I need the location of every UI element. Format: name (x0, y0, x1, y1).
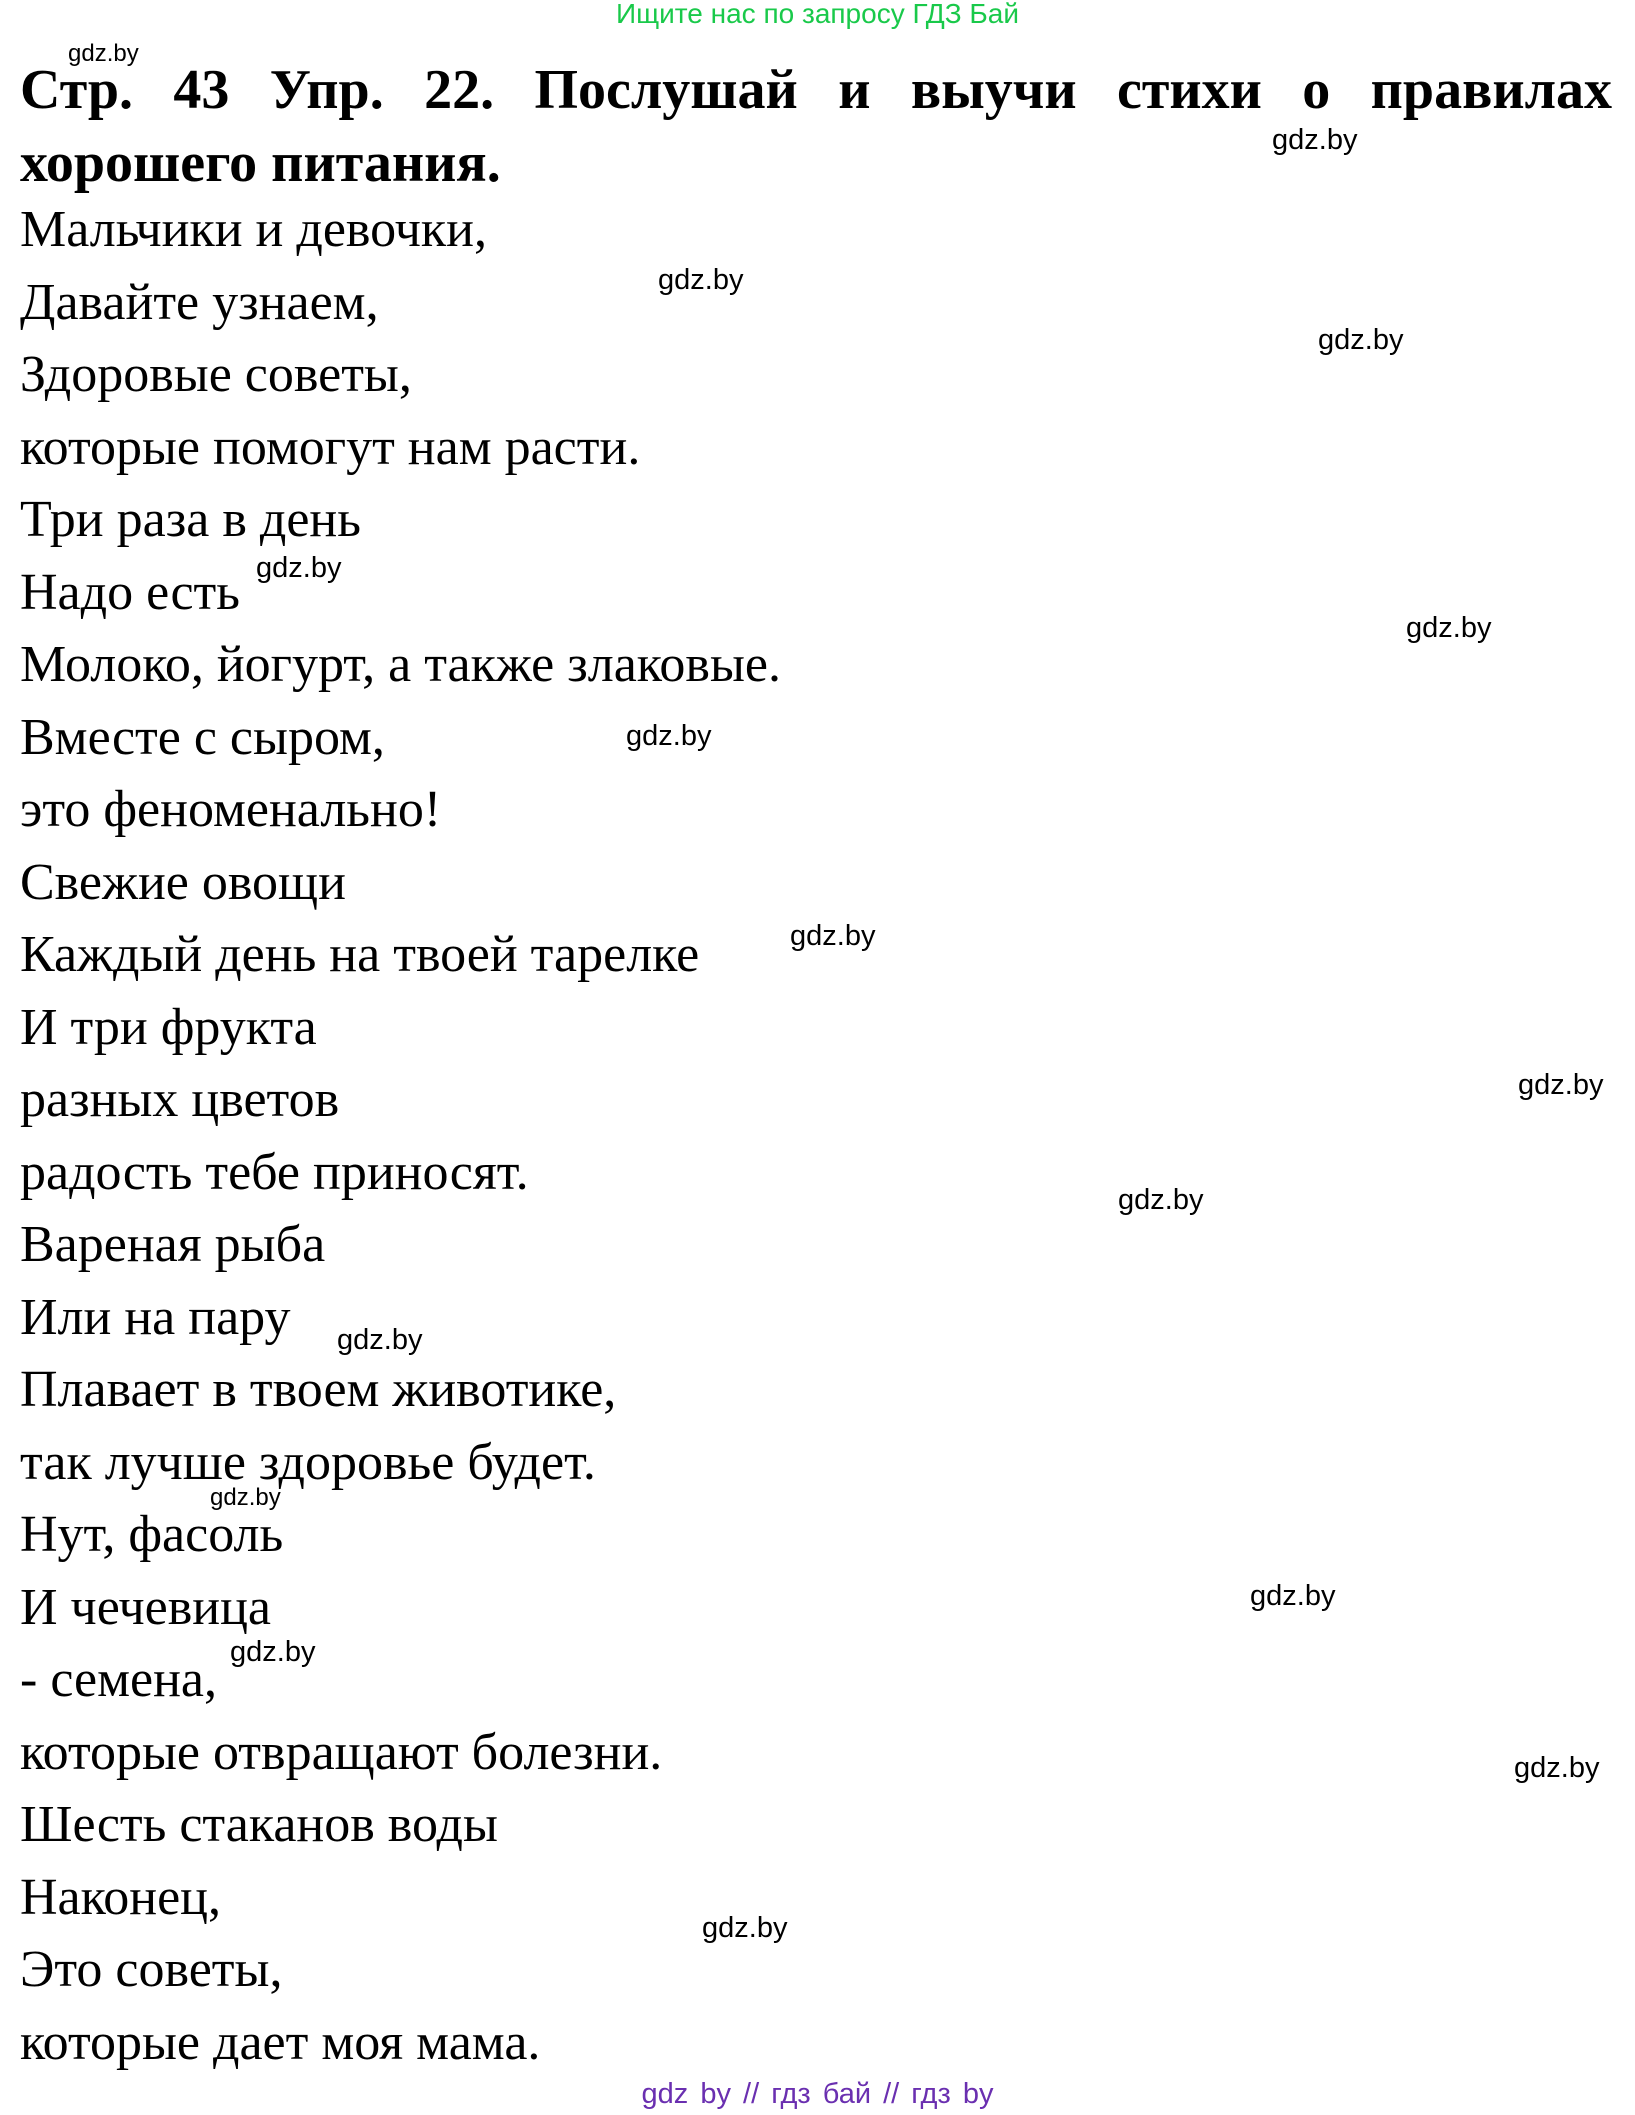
watermark: gdz.by (1406, 612, 1492, 644)
poem-line: И чечевица (20, 1578, 272, 1636)
poem-line: Давайте узнаем, (20, 273, 379, 331)
poem-line: Или на пару (20, 1288, 291, 1346)
poem-line: разных цветов (20, 1071, 340, 1128)
poem-line: которые отвращают болезни. (20, 1723, 663, 1781)
poem-line: Молоко, йогурт, а также злаковые. (20, 636, 781, 693)
poem-line: радость тебе приносят. (20, 1143, 529, 1201)
watermark: gdz.by (702, 1912, 788, 1944)
watermark: gdz.by (230, 1636, 316, 1668)
poem-line: Надо есть (20, 563, 240, 621)
poem-line: Три раза в день (20, 491, 361, 548)
watermark: gdz.by (1118, 1184, 1204, 1216)
poem-line: которые помогут нам расти. (20, 418, 641, 476)
poem-line: Вареная рыба (20, 1216, 326, 1273)
footer-links[interactable]: gdz by // гдз бай // гдз by (641, 2078, 994, 2110)
poem-line: Вместе с сыром, (20, 708, 385, 766)
poem-line: Нут, фасоль (20, 1506, 284, 1563)
poem-line: Мальчики и девочки, (20, 201, 488, 258)
poem-line: Шесть стаканов воды (20, 1796, 498, 1853)
poem-line: Наконец, (20, 1868, 221, 1926)
watermark: gdz.by (210, 1484, 281, 1511)
poem-line: Здоровые советы, (20, 346, 412, 403)
watermark: gdz.by (1514, 1752, 1600, 1784)
poem-line: Плавает в твоем животике, (20, 1361, 617, 1418)
watermark: gdz.by (1272, 124, 1358, 156)
watermark: gdz.by (337, 1324, 423, 1356)
watermark: gdz.by (626, 720, 712, 752)
poem-line: И три фрукта (20, 998, 317, 1056)
poem-line: Это советы, (20, 1941, 283, 1998)
search-hint-link[interactable]: Ищите нас по запросу ГДЗ Бай (615, 0, 1020, 29)
poem-line: - семена, (20, 1651, 218, 1708)
watermark: gdz.by (1318, 324, 1404, 356)
poem-line: которые дает моя мама. (20, 2013, 541, 2071)
watermark: gdz.by (658, 264, 744, 296)
poem-line: Свежие овощи (20, 853, 346, 911)
poem-line: это феноменально! (20, 781, 442, 838)
watermark: gdz.by (1518, 1069, 1604, 1101)
watermark: gdz.by (68, 40, 139, 67)
watermark: gdz.by (1250, 1580, 1336, 1612)
exercise-title: Стр. 43 Упр. 22. Послушай и выучи стихи о правилах хорошего питания. (20, 59, 1612, 194)
poem-line: Каждый день на твоей тарелке (20, 926, 700, 983)
watermark: gdz.by (256, 552, 342, 584)
poem (20, 194, 781, 2079)
watermark: gdz.by (790, 920, 876, 952)
poem-line: так лучше здоровье будет. (20, 1433, 596, 1491)
